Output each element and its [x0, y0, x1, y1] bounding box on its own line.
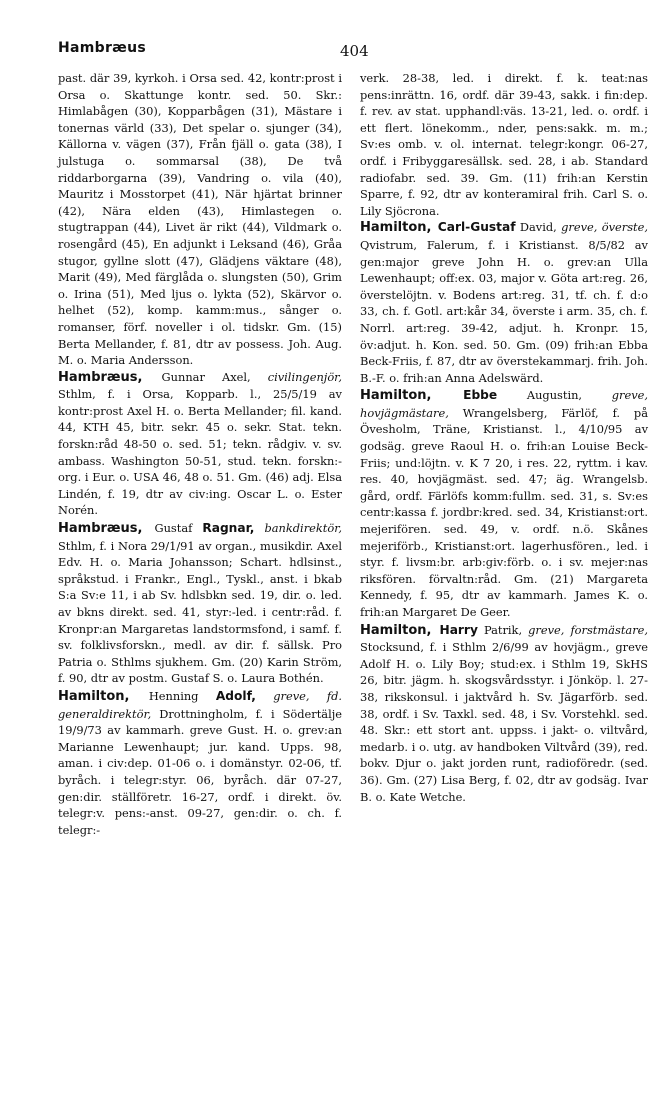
biography-entry	[360, 219, 648, 386]
entry-title: greve, forstmästare,	[528, 622, 648, 637]
entry-given-post: Patrik,	[483, 622, 523, 637]
entry-given-pre: Gunnar	[161, 369, 205, 384]
entry-callname: Adolf,	[215, 688, 256, 703]
entry-given-post: Axel,	[221, 369, 251, 384]
entry-callname: Carl-Gustaf	[437, 220, 516, 235]
entry-surname: Hamilton,	[360, 622, 432, 638]
entry-text: Wrangelsberg, Färlöf, f. på Övesholm, Träne, Kristianst. l., 4/10/95 av godsäg. greve Raoul H. o. frih:an Louise Beck-Friis; und:löjtn. v. K 7 20, i res. 22, ryttm. i kav. res. 40, hovjägmäst. sed. 47; äg. Wrangelsb. gård, ordf. Färlöfs komm:fullm. sed. 31, s. Sv:es centr:kassa f. jordbr:kred. sed. 34, Kristianst:ort. mejerifören. sed. 49, v. ordf. n.ö. Skånes mejeriförb., Kristianst:ort. lagerhusfören., led. i styr. f. livsm:br. arb:giv:förb. o. i sv. mejer:nas riksfören. förvaltn:råd. Gm. (21) Margareta Kennedy, f. 95, dtr av kammarh. James K. o. frih:an Margaret De Geer.	[360, 405, 648, 619]
entry-callname: Ebbe	[463, 388, 498, 403]
continuation-text: verk. 28-38, led. i direkt. f. k. teat:nas pens:inrättn. 16, ordf. där 39-43, sakk. i fin:dep. f. rev. av stat. upphandl:väs. 13-21, led. o. ordf. i ett flert. lönekomm., nder, pens:sakk. m. m.; Sv:es omb. v. ol. internat. telegr:kongr. 06-27, ordf. i Fribyggaresällsk. sed. 28, i ab. Standard radiofabr. sed. 39. Gm. (11) frih:an Kerstin Sparre, f. 92, dtr av konteramiral frih. Carl S. o. Lily Sjöcrona.	[360, 71, 648, 218]
biography-entry	[58, 520, 342, 687]
entry-title: greve, fd. generaldirektör,	[58, 688, 343, 721]
page-header	[58, 40, 648, 64]
biography-entry	[360, 622, 648, 806]
page-number: 404	[340, 42, 369, 60]
entry-title: greve, hovjägmästare,	[360, 388, 649, 420]
entry-surname: Hamilton,	[360, 388, 432, 404]
entry-surname: Hamilton,	[360, 220, 432, 236]
entry-given-pre: Henning	[148, 688, 199, 703]
entry-callname: Ragnar,	[202, 521, 255, 536]
entry-surname: Hambræus,	[58, 521, 143, 537]
running-head: Hambræus	[58, 40, 147, 56]
right-column	[360, 70, 648, 805]
entry-surname: Hamilton,	[58, 688, 130, 704]
entry-title: civilingenjör,	[267, 369, 342, 384]
continuation-text: past. där 39, kyrkoh. i Orsa sed. 42, kontr:prost i Orsa o. Skattunge kontr. sed. 50. Skr.: Himlabågen (30), Kopparbågen (31), Mästare i tonernas värld (33), Det spelar o. sjunger (34), Källorna v. vägen (37), Från fjäll o. gata (38), I julstuga o. sommarsal (38), De två riddarborgarna (39), Vandring o. vila (40), Mauritz i Mosstorpet (41), När hjärtat brinner (42), Nära elden (43), Himlastegen o. stugtrappan (44), Livet är rikt (44), Vildmark o. rosengård (45), En adjunkt i Leksand (46), Gråa stugor, gyllne slott (47), Glädjens väktare (48), Marit (49), Med färglåda o. slungsten (50), Grim o. Irina (51), Med ljus o. lykta (52), Skärvor o. helhet (52), komp. kamm:mus., sånger o. romanser, förf. noveller i ol. tidskr. Gm. (15) Berta Mellander, f. 81, dtr av possess. Joh. Aug. M. o. Maria Andersson.	[58, 71, 342, 368]
entry-text: Stocksund, f. i Sthlm 2/6/99 av hovjägm., greve Adolf H. o. Lily Boy; stud:ex. i Sthlm 19, SkHS 26, bitr. jägm. h. skogsvårdsstyr. i Jönköp. l. 27-38, rikskonsul. i jaktvård h. Sv. Jägarförb. sed. 38, ordf. i Sv. Taxkl. sed. 48, i Sv. Vorstehkl. sed. 48. Skr.: ett stort ant. uppss. i jakt- o. viltvård, medarb. i o. utg. av handboken Viltvård (39), red. bokv. Djur o. jakt jorden runt, radioföredr. (sed. 36). Gm. (27) Lisa Berg, f. 02, dtr av godsäg. Ivar B. o. Kate Wetche.	[360, 640, 648, 804]
entry-title: greve, överste,	[561, 220, 648, 235]
entry-given-post: Augustin,	[526, 388, 583, 403]
biography-entry	[58, 688, 342, 838]
left-column	[58, 70, 342, 838]
entry-text: Qvistrum, Falerum, f. i Kristianst. 8/5/82 av gen:major greve John H. o. grev:an Ulla Lewenhaupt; off:ex. 03, major v. Göta art:reg. 26, överstelöjtn. v. Bodens art:reg. 31, tf. ch. f. d:o 33, ch. f. Gotl. art:kår 34, överste i arm. 35, ch. f. Norrl. art:reg. 39-42, adjut. h. Kronpr. 15, öv:adjut. h. Kon. sed. 50. Gm. (09) frih:an Ebba Beck-Friis, f. 87, dtr av överstekammarj. frih. Joh. B.-F. o. frih:an Anna Adelswärd.	[360, 237, 648, 385]
entry-callname: Harry	[439, 622, 478, 637]
biography-entry	[360, 387, 648, 620]
entry-surname: Hambræus,	[58, 369, 143, 385]
entry-title: bankdirektör,	[264, 521, 343, 536]
biography-entry	[58, 369, 342, 519]
entry-given-pre: Gustaf	[154, 521, 193, 536]
entry-text: Sthlm, f. i Nora 29/1/91 av organ., musikdir. Axel Edv. H. o. Maria Johansson; Schart. hdlsinst., språkstud. i Frankr., Engl., Tyskl., anst. i bkab S:a Sv:e 11, i ab Sv. hdlsbkn sed. 19, dir. o. led. av bkns direkt. sed. 41, styr:-led. i centr:råd. f. Kronpr:an Margaretas landstormsfond, i samf. f. sv. folklivsforskn., medl. av dir. f. sällsk. Pro Patria o. Sthlms sjukhem. Gm. (20) Karin Ström, f. 90, dtr av postm. Gustaf S. o. Laura Bothén.	[58, 538, 342, 686]
entry-given-post: David,	[519, 220, 557, 235]
entry-text: Sthlm, f. i Orsa, Kopparb. l., 25/5/19 av kontr:prost Axel H. o. Berta Mellander; fil. kand. 44, KTH 45, bitr. sekr. 45 o. sekr. Stat. tekn. forskn:råd 48-50 o. sed. 51; tekn. rådgiv. v. sv. ambass. Washington 50-51, stud. tekn. forskn:-org. i Eur. o. USA 46, 48 o. 51. Gm. (46) adj. Elsa Lindén, f. 19, dtr av civ:ing. Oscar L. o. Ester Norén.	[58, 387, 342, 518]
entry-text: Drottningholm, f. i Södertälje 19/9/73 av kammarh. greve Gust. H. o. grev:an Marianne Lewenhaupt; jur. kand. Upps. 98, aman. i civ:dep. 01-06 o. i domänstyr. 02-06, tf. byråch. i telegr:styr. 06, byråch. där 07-27, gen:dir. ställföretr. 16-27, ordf. i direkt. öv. telegr:v. pens:-anst. 09-27, gen:dir. o. ch. f. telegr:-	[58, 706, 342, 837]
